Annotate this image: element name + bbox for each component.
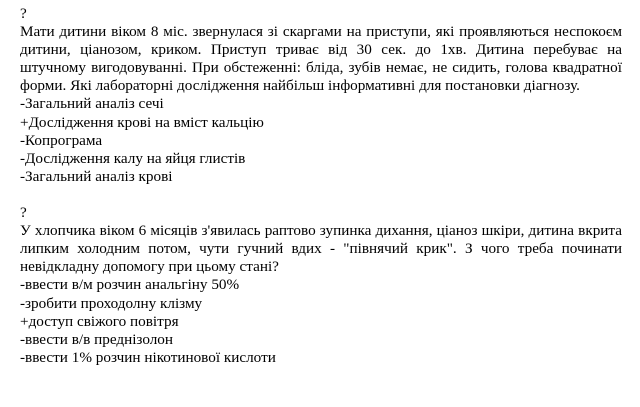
answer-option: -Копрограма	[20, 131, 103, 149]
document-body	[20, 5, 622, 367]
answer-option: -ввести в/м розчин анальгіну 50%	[20, 276, 240, 294]
question-block-1	[20, 5, 622, 186]
question-text: У хлопчика віком 6 місяців з'явилась раптово зупинка дихання, ціаноз шкіри, дитина вкрита липким холодним потом, чути гучний вдих - "півнячий крик". З чого треба починати невідкладну допомогу при цьому стані?	[20, 222, 622, 276]
answer-option: -Загальний аналіз сечі	[20, 95, 164, 113]
question-marker: ?	[20, 5, 27, 22]
question-marker: ?	[20, 204, 27, 222]
question-text: Мати дитини віком 8 міс. звернулася зі скаргами на приступи, які проявляються неспокоєм дитини, ціанозом, криком. Приступ триває від 30 сек. до 1хв. Дитина перебуває на штучному вигодовуванні. При обстеженні: бліда, зубів немає, не сидить, голова квадратної форми. Які лабораторні дослідження найбільш інформативні для постановки діагнозу.	[20, 23, 622, 95]
answer-option: -ввести 1% розчин нікотинової кислоти	[20, 348, 276, 366]
answer-option: -зробити проходолну клізму	[20, 294, 203, 312]
blank-line	[20, 186, 622, 204]
answer-option: +доступ свіжого повітря	[20, 312, 179, 330]
question-block-2	[20, 204, 622, 367]
answer-option: +Дослідження крові на вміст кальцію	[20, 113, 264, 131]
answer-option: -Загальний аналіз крові	[20, 167, 173, 185]
answer-option: -Дослідження калу на яйця глистів	[20, 149, 246, 167]
answer-option: -ввести в/в преднізолон	[20, 330, 174, 348]
